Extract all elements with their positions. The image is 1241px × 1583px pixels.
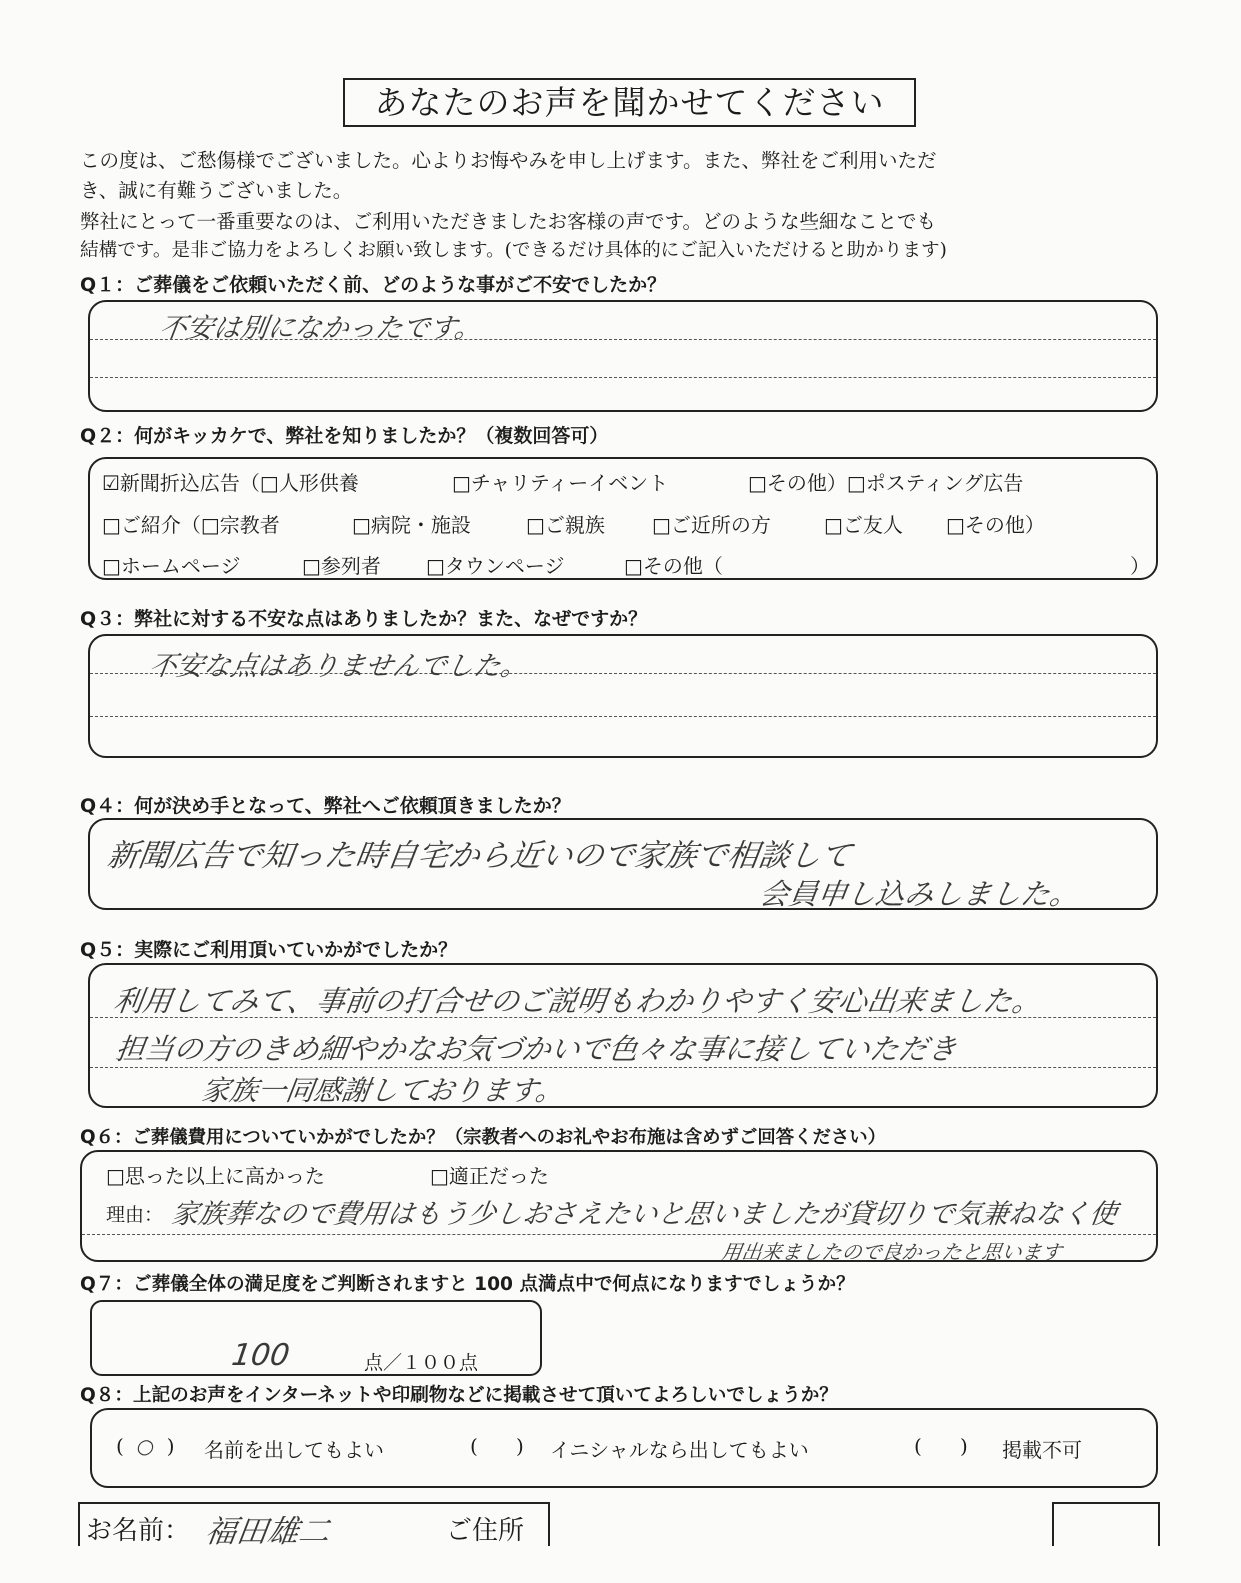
q5-answer-line-1: 利用してみて、事前の打合せのご説明もわかりやすく安心出来ました。 <box>111 984 1044 1018</box>
q2-question: Q２：何がキッカケで、弊社を知りましたか？（複数回答可） <box>80 425 609 447</box>
q5-answer-line-2: 担当の方のきめ細やかなお気づかいで色々な事に接していただき <box>113 1032 960 1066</box>
q8-question: Q８：上記のお声をインターネットや印刷物などに掲載させて頂いてよろしいでしょうか？ <box>80 1385 838 1406</box>
q6-question: Q６：ご葬儀費用についていかがでしたか？（宗教者へのお礼やお布施は含めずご回答ください） <box>80 1127 887 1148</box>
q6-option-expensive[interactable]: □思った以上に高かった <box>106 1164 325 1188</box>
q7-question: Q７：ご葬儀全体の満足度をご判断されますと 100 点満点中で何点になりますでしょうか？ <box>80 1274 855 1295</box>
name-field-box <box>78 1502 550 1550</box>
q4-answer-line-1: 新聞広告で知った時自宅から近いので家族で相談して <box>104 838 855 874</box>
intro-line-1: この度は、ご愁傷様でございました。心よりお悔やみを申し上げます。また、弊社をご利用いただ <box>80 149 937 172</box>
q2-options-box <box>88 457 1158 580</box>
q5-question: Q５：実際にご利用頂いていかがでしたか？ <box>80 939 458 961</box>
q2-option-neighbor[interactable]: □ご近所の方 <box>652 513 771 537</box>
q7-score-box <box>90 1300 542 1376</box>
q4-answer-line-2: 会員申し込みしました。 <box>757 877 1082 911</box>
address-label: ご住所 <box>446 1516 525 1546</box>
q2-option-charity[interactable]: □チャリティーイベント <box>452 471 669 495</box>
q2-option-townpage[interactable]: □タウンページ <box>426 554 565 578</box>
q2-option-other2[interactable]: □その他） <box>946 513 1045 537</box>
intro-line-3: 弊社にとって一番重要なのは、ご利用いただきましたお客様の声です。どのような些細なことでも <box>80 210 937 233</box>
q1-answer-box <box>88 300 1158 412</box>
q4-answer-box <box>88 818 1158 910</box>
q2-option-attendee[interactable]: □参列者 <box>302 554 381 578</box>
address-box <box>1052 1502 1160 1546</box>
name-label: お名前： <box>86 1516 191 1546</box>
q5-answer-line-3: 家族一同感謝しております。 <box>199 1074 566 1107</box>
intro-line-4: 結構です。是非ご協力をよろしくお願い致します。(できるだけ具体的にご記入いただけると助かります) <box>80 240 947 261</box>
q6-reason-label: 理由： <box>106 1204 164 1226</box>
q2-option-relatives[interactable]: □ご親族 <box>526 513 605 537</box>
q6-option-appropriate[interactable]: □適正だった <box>430 1164 549 1188</box>
q5-answer-box <box>88 963 1158 1108</box>
q7-score-suffix: 点／１００点 <box>364 1352 479 1374</box>
q7-score: 100 <box>229 1338 292 1373</box>
q8-option-no-publish[interactable]: 掲載不可 <box>1002 1438 1082 1462</box>
q6-answer-box <box>80 1150 1158 1262</box>
q1-answer: 不安は別になかったです。 <box>157 313 484 344</box>
q3-answer-box <box>88 634 1158 758</box>
q2-option-other-posting[interactable]: □その他）□ポスティング広告 <box>748 471 1024 495</box>
q2-option-newspaper[interactable]: ☑新聞折込広告（□人形供養 <box>102 471 359 495</box>
q2-option-homepage[interactable]: □ホームページ <box>102 554 241 578</box>
q1-question: Q１：ご葬儀をご依頼いただく前、どのような事がご不安でしたか？ <box>80 274 667 296</box>
q6-reason-line-2: 用出来ましたので良かったと思います <box>720 1240 1064 1264</box>
q8-option-initial[interactable]: イニシャルなら出してもよい <box>550 1438 809 1462</box>
q8-options-box <box>90 1408 1158 1488</box>
page-title: あなたのお声を聞かせてください <box>343 78 916 127</box>
q8-option-no-publish-paren[interactable]: ( ) <box>914 1434 968 1458</box>
q3-question: Q３：弊社に対する不安な点はありましたか？また、なぜですか？ <box>80 608 648 630</box>
q2-option-hospital[interactable]: □病院・施設 <box>352 513 471 537</box>
q6-reason-line-1: 家族葬なので費用はもう少しおさえたいと思いましたが貸切りで気兼ねなく使 <box>169 1199 1119 1230</box>
q2-option-referral[interactable]: □ご紹介（□宗教者 <box>102 513 280 537</box>
q2-close-paren: ） <box>1130 554 1150 578</box>
q4-question: Q４：何が決め手となって、弊社へご依頼頂きましたか？ <box>80 795 571 817</box>
q8-option1-mark: ○ <box>134 1434 156 1458</box>
intro-line-2: き、誠に有難うございました。 <box>80 179 353 202</box>
q2-option-other3[interactable]: □その他（ <box>624 554 723 578</box>
q8-option-name-paren[interactable]: ( ○ ) <box>116 1434 175 1458</box>
q8-option-name[interactable]: 名前を出してもよい <box>204 1438 384 1462</box>
q8-option-initial-paren[interactable]: ( ) <box>470 1434 524 1458</box>
q2-option-friend[interactable]: □ご友人 <box>824 513 903 537</box>
q3-answer: 不安な点はありませんでした。 <box>147 651 530 682</box>
name-value: 福田雄二 <box>202 1514 333 1550</box>
